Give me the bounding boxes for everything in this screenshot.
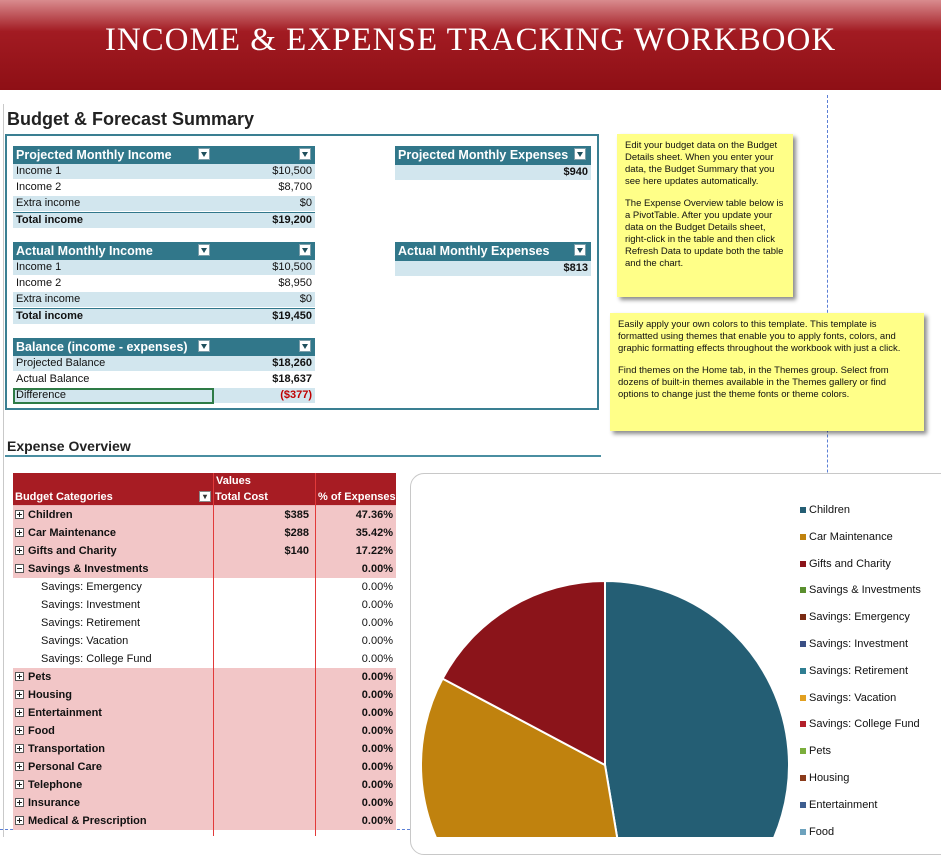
actual-income-header-label: Actual Monthly Income (16, 244, 153, 258)
row-label: Actual Balance (16, 373, 90, 385)
workbook-title: INCOME & EXPENSE TRACKING WORKBOOK (104, 22, 837, 58)
category-name: Savings: Retirement (41, 617, 141, 629)
row-label: Projected Balance (16, 357, 106, 369)
legend-label: Food (809, 825, 835, 838)
percent-value: 0.00% (361, 635, 393, 647)
legend-swatch (800, 507, 806, 513)
category-name: Savings & Investments (28, 563, 149, 575)
row-label: Extra income (16, 293, 81, 305)
row-value: $18,637 (272, 373, 312, 385)
col-budget-categories[interactable]: Budget Categories (15, 491, 113, 503)
category-name: Savings: Investment (41, 599, 141, 611)
row-label: Income 1 (16, 261, 62, 273)
legend-item[interactable] (800, 771, 921, 798)
legend-swatch (800, 561, 806, 567)
note-text: Find themes on the Home tab, in the Themes group. Select from dozens of built-in themes available in the Themes gallery or find options to change just the theme fonts or theme colors. (618, 365, 889, 400)
legend-label: Housing (809, 771, 850, 784)
category-name: Car Maintenance (28, 527, 117, 539)
legend-item[interactable] (800, 610, 921, 637)
projected-income-header-label: Projected Monthly Income (16, 148, 172, 162)
row-value: $10,500 (272, 165, 312, 177)
legend-item[interactable] (800, 583, 921, 610)
category-name: Savings: Emergency (41, 581, 142, 593)
pie-slice-children[interactable] (605, 581, 789, 837)
actual-expenses-header-label: Actual Monthly Expenses (398, 244, 550, 258)
legend-label: Savings: Emergency (809, 611, 910, 624)
percent-value: 17.22% (355, 545, 393, 557)
percent-value: 0.00% (361, 563, 393, 575)
note-text: The Expense Overview table below is a PivotTable. After you update your data on the Budget Details sheet, right-click in the table and then click Refresh Data to update both the table and the chart. (625, 198, 784, 269)
row-value: ($377) (280, 389, 312, 401)
percent-value: 0.00% (361, 707, 393, 719)
legend-item[interactable] (800, 798, 921, 825)
legend-label: Savings: Retirement (809, 664, 909, 677)
legend-label: Savings: College Fund (809, 718, 920, 731)
category-name: Transportation (28, 743, 106, 755)
percent-value: 0.00% (361, 671, 393, 683)
row-label: Income 1 (16, 165, 62, 177)
legend-swatch (800, 534, 806, 540)
col-percent-expenses[interactable]: % of Expenses (318, 491, 396, 503)
category-name: Food (28, 725, 55, 737)
category-name: Gifts and Charity (28, 545, 117, 557)
legend-label: Entertainment (809, 798, 878, 811)
legend-swatch (800, 748, 806, 754)
legend-item[interactable] (800, 717, 921, 744)
summary-title: Budget & Forecast Summary (7, 109, 255, 129)
balance-header-label: Balance (income - expenses) (16, 340, 188, 354)
percent-value: 35.42% (355, 527, 393, 539)
row-label: Total income (16, 214, 84, 226)
category-name: Children (28, 509, 73, 521)
category-name: Savings: College Fund (41, 653, 152, 665)
legend-item[interactable] (800, 825, 921, 852)
category-name: Housing (28, 689, 72, 701)
row-value: $19,200 (272, 214, 312, 226)
legend-label: Pets (809, 745, 832, 758)
legend-swatch (800, 802, 806, 808)
row-value: $19,450 (272, 310, 312, 322)
category-name: Medical & Prescription (28, 815, 147, 827)
total-cost-value: $385 (284, 509, 309, 521)
percent-value: 0.00% (361, 581, 393, 593)
legend-label: Savings: Vacation (809, 691, 897, 704)
percent-value: 0.00% (361, 743, 393, 755)
row-label: Extra income (16, 197, 81, 209)
legend-swatch (800, 668, 806, 674)
category-name: Savings: Vacation (41, 635, 129, 647)
legend-label: Children (809, 504, 850, 516)
percent-value: 0.00% (361, 779, 393, 791)
total-cost-value: $288 (284, 527, 309, 539)
row-value: $0 (299, 197, 312, 209)
legend-swatch (800, 695, 806, 701)
percent-value: 0.00% (361, 815, 393, 827)
legend-item[interactable] (800, 691, 921, 718)
category-name: Entertainment (28, 707, 102, 719)
legend-item[interactable] (800, 744, 921, 771)
legend-item[interactable] (800, 503, 921, 530)
percent-value: 0.00% (361, 797, 393, 809)
percent-value: 0.00% (361, 761, 393, 773)
legend-label: Savings: Investment (809, 637, 909, 650)
row-value: $18,260 (272, 357, 312, 369)
legend-item[interactable] (800, 557, 921, 584)
chart-legend (800, 503, 921, 851)
category-name: Personal Care (28, 761, 102, 773)
legend-swatch (800, 587, 806, 593)
legend-swatch (800, 775, 806, 781)
total-cost-value: $140 (284, 545, 309, 557)
legend-swatch (800, 641, 806, 647)
note-text: Edit your budget data on the Budget Details sheet. When you enter your data, the Budget Summary that you see here updates automatically. (625, 140, 778, 187)
category-name: Telephone (28, 779, 83, 791)
category-name: Pets (28, 671, 52, 683)
row-value: $940 (563, 166, 588, 178)
projected-expenses-header-label: Projected Monthly Expenses (398, 148, 569, 162)
percent-value: 0.00% (361, 617, 393, 629)
legend-item[interactable] (800, 530, 921, 557)
row-label: Total income (16, 310, 84, 322)
legend-swatch (800, 721, 806, 727)
row-label: Income 2 (16, 277, 62, 289)
expense-overview-title: Expense Overview (7, 438, 131, 454)
legend-label: Car Maintenance (809, 530, 893, 543)
percent-value: 0.00% (361, 689, 393, 701)
row-label: Difference (16, 389, 66, 401)
values-label: Values (216, 475, 251, 487)
row-value: $8,950 (278, 277, 312, 289)
sort-filter-icon[interactable]: ▾ (199, 491, 211, 502)
legend-label: Savings & Investments (809, 584, 921, 597)
row-label: Income 2 (16, 181, 62, 193)
percent-value: 47.36% (355, 509, 393, 521)
col-total-cost[interactable]: Total Cost (215, 491, 268, 503)
legend-item[interactable] (800, 664, 921, 691)
row-value: $813 (563, 262, 588, 274)
legend-swatch (800, 829, 806, 835)
legend-item[interactable] (800, 637, 921, 664)
row-value: $8,700 (278, 181, 312, 193)
row-value: $10,500 (272, 261, 312, 273)
note-text: Easily apply your own colors to this template. This template is formatted using themes that enable you to apply fonts, colors, and graphic formatting effects throughout the workbook with just a click. (618, 319, 901, 354)
legend-swatch (800, 614, 806, 620)
percent-value: 0.00% (361, 599, 393, 611)
percent-value: 0.00% (361, 653, 393, 665)
row-value: $0 (299, 293, 312, 305)
category-name: Insurance (28, 797, 80, 809)
percent-value: 0.00% (361, 725, 393, 737)
legend-label: Gifts and Charity (809, 557, 891, 570)
